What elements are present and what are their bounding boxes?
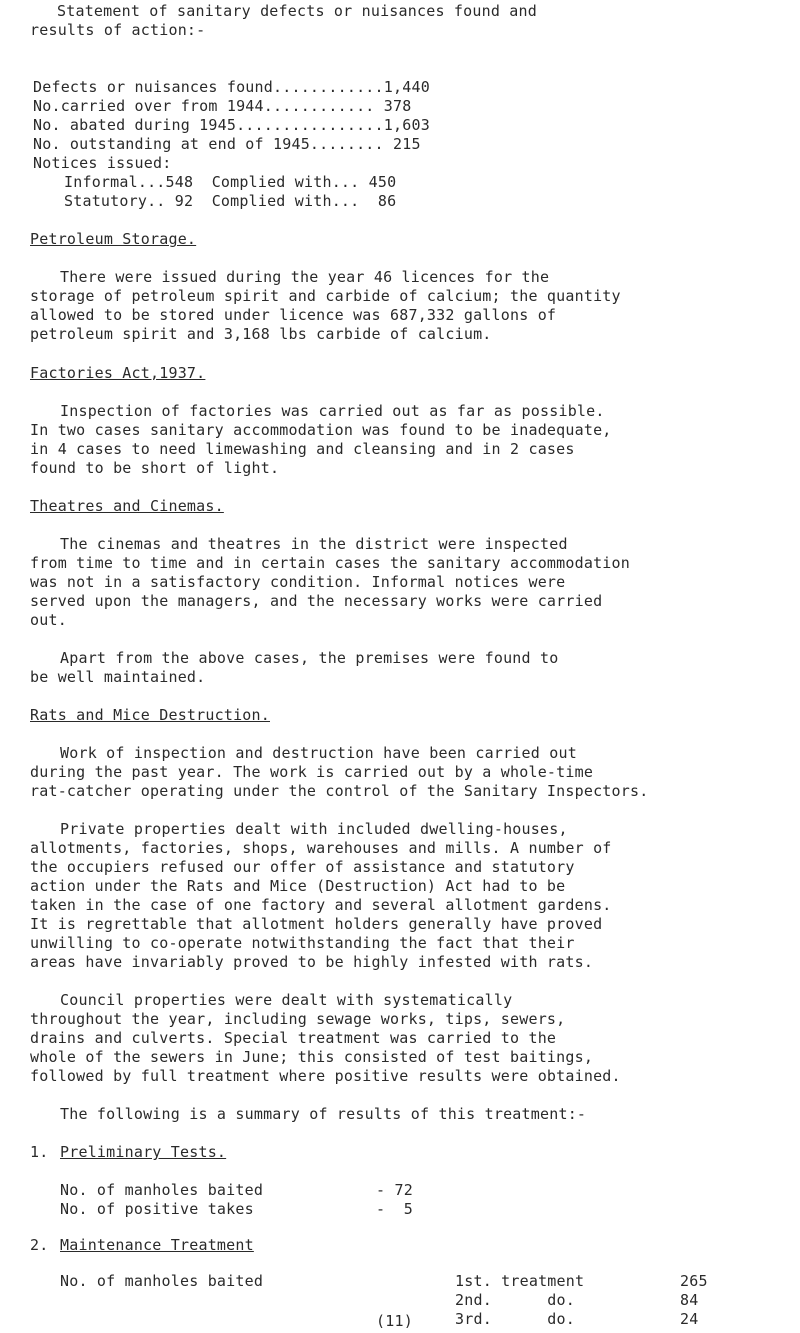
rats-para2-line-3: the occupiers refused our offer of assistance and statutory <box>30 858 575 876</box>
rats-para3-line-3: drains and culverts. Special treatment was carried to the <box>30 1029 557 1047</box>
defects-outstanding: No. outstanding at end of 1945........ 215 <box>33 135 421 153</box>
theatres-para-line-5: out. <box>30 611 67 629</box>
maint-row-3-value: 24 <box>680 1310 699 1328</box>
defects-found: Defects or nuisances found............1,440 <box>33 78 430 96</box>
theatres-para-line-3: was not in a satisfactory condition. Informal notices were <box>30 573 566 591</box>
theatres-para-line-4: served upon the managers, and the necessary works were carried <box>30 592 603 610</box>
rats-para3-line-4: whole of the sewers in June; this consisted of test baitings, <box>30 1048 594 1066</box>
notices-informal: Informal...548 Complied with... 450 <box>64 173 397 191</box>
maint-row-1-label: 1st. treatment <box>455 1272 585 1290</box>
maint-heading: Maintenance Treatment <box>60 1236 254 1254</box>
factories-heading: Factories Act,1937. <box>30 364 206 382</box>
petroleum-para-line-4: petroleum spirit and 3,168 lbs carbide of calcium. <box>30 325 492 343</box>
factories-para-line-4: found to be short of light. <box>30 459 280 477</box>
rats-summary-intro: The following is a summary of results of this treatment:- <box>60 1105 587 1123</box>
rats-para2-line-5: taken in the case of one factory and several allotment gardens. <box>30 896 612 914</box>
prelim-heading: Preliminary Tests. <box>60 1143 227 1161</box>
rats-para3-line-5: followed by full treatment where positive results were obtained. <box>30 1067 621 1085</box>
maint-row-2-label: 2nd. do. <box>455 1291 575 1309</box>
rats-para2-line-7: unwilling to co-operate notwithstanding the fact that their <box>30 934 575 952</box>
petroleum-heading: Petroleum Storage. <box>30 230 197 248</box>
rats-para3-line-1: Council properties were dealt with systematically <box>60 991 513 1009</box>
prelim-positive-value: - 5 <box>376 1200 413 1218</box>
notices-statutory: Statutory.. 92 Complied with... 86 <box>64 192 397 210</box>
petroleum-para-line-1: There were issued during the year 46 licences for the <box>60 268 550 286</box>
maint-row-2-value: 84 <box>680 1291 699 1309</box>
rats-para2-line-1: Private properties dealt with included dwelling-houses, <box>60 820 568 838</box>
factories-para-line-3: in 4 cases to need limewashing and cleansing and in 2 cases <box>30 440 575 458</box>
theatres-heading: Theatres and Cinemas. <box>30 497 224 515</box>
factories-para-line-1: Inspection of factories was carried out as far as possible. <box>60 402 605 420</box>
intro-line-1: Statement of sanitary defects or nuisances found and <box>57 2 537 20</box>
defects-abated: No. abated during 1945................1,603 <box>33 116 430 134</box>
rats-para1-line-1: Work of inspection and destruction have been carried out <box>60 744 577 762</box>
page-number: (11) <box>376 1312 413 1330</box>
notices-issued: Notices issued: <box>33 154 172 172</box>
theatres-para-line-1: The cinemas and theatres in the district were inspected <box>60 535 568 553</box>
theatres-para2-line-1: Apart from the above cases, the premises were found to <box>60 649 559 667</box>
rats-para3-line-2: throughout the year, including sewage works, tips, sewers, <box>30 1010 566 1028</box>
rats-para2-line-4: action under the Rats and Mice (Destruction) Act had to be <box>30 877 566 895</box>
intro-line-2: results of action:- <box>30 21 206 39</box>
maint-baited-label: No. of manholes baited <box>60 1272 264 1290</box>
maint-number: 2. <box>30 1236 49 1254</box>
prelim-baited-label: No. of manholes baited <box>60 1181 264 1199</box>
prelim-number: 1. <box>30 1143 49 1161</box>
petroleum-para-line-2: storage of petroleum spirit and carbide of calcium; the quantity <box>30 287 621 305</box>
defects-carried-over: No.carried over from 1944............ 378 <box>33 97 412 115</box>
prelim-baited-value: - 72 <box>376 1181 413 1199</box>
rats-para2-line-8: areas have invariably proved to be highly infested with rats. <box>30 953 594 971</box>
maint-row-1-value: 265 <box>680 1272 708 1290</box>
rats-heading: Rats and Mice Destruction. <box>30 706 270 724</box>
maint-row-3-label: 3rd. do. <box>455 1310 575 1328</box>
factories-para-line-2: In two cases sanitary accommodation was found to be inadequate, <box>30 421 612 439</box>
rats-para1-line-2: during the past year. The work is carried out by a whole-time <box>30 763 594 781</box>
rats-para2-line-6: It is regrettable that allotment holders generally have proved <box>30 915 603 933</box>
petroleum-para-line-3: allowed to be stored under licence was 687,332 gallons of <box>30 306 557 324</box>
rats-para1-line-3: rat-catcher operating under the control of the Sanitary Inspectors. <box>30 782 649 800</box>
theatres-para2-line-2: be well maintained. <box>30 668 206 686</box>
theatres-para-line-2: from time to time and in certain cases the sanitary accommodation <box>30 554 630 572</box>
rats-para2-line-2: allotments, factories, shops, warehouses and mills. A number of <box>30 839 612 857</box>
prelim-positive-label: No. of positive takes <box>60 1200 254 1218</box>
